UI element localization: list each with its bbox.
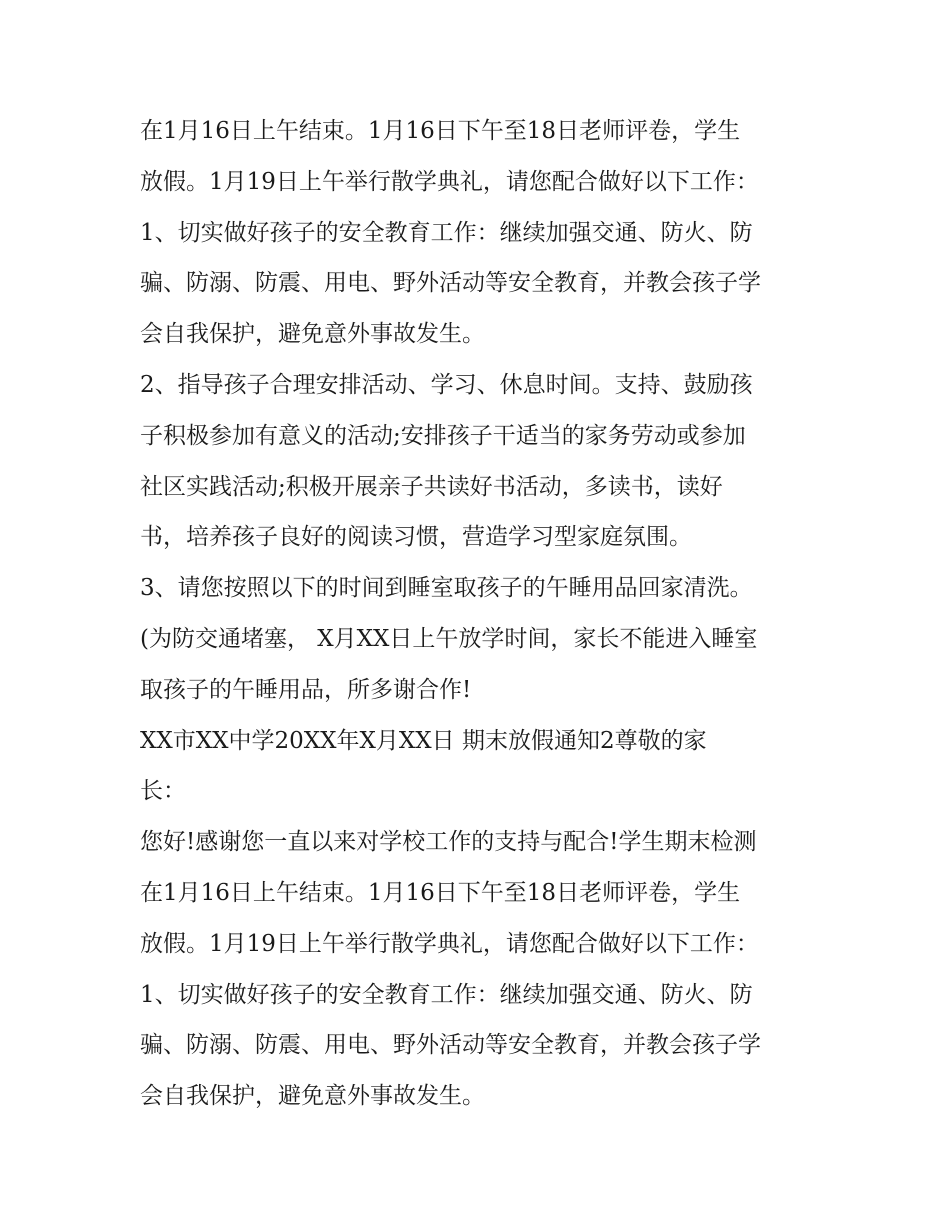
text-line-6: 2、指导孩子合理安排活动、学习、休息时间。支持、鼓励孩: [140, 371, 753, 398]
text-line-2: 放假。1月19日上午举行散学典礼，请您配合做好以下工作：: [140, 168, 759, 195]
text-line-8: 社区实践活动;积极开展亲子共读好书活动，多读书，读好: [140, 473, 723, 500]
text-line-11: (为防交通堵塞， X月XX日上午放学时间，家长不能进入睡室: [140, 625, 758, 652]
text-line-16: 在1月16日上午结束。1月16日下午至18日老师评卷，学生: [140, 879, 741, 906]
text-line-5: 会自我保护，避免意外事故发生。: [140, 321, 485, 348]
text-line-10: 3、请您按照以下的时间到睡室取孩子的午睡用品回家清洗。: [140, 575, 753, 602]
text-line-7: 子积极参加有意义的活动;安排孩子干适当的家务劳动或参加: [140, 422, 746, 449]
text-line-9: 书，培养孩子良好的阅读习惯，营造学习型家庭氛围。: [140, 524, 692, 551]
text-line-18: 1、切实做好孩子的安全教育工作：继续加强交通、防火、防: [140, 981, 753, 1008]
text-line-3: 1、切实做好孩子的安全教育工作：继续加强交通、防火、防: [140, 219, 753, 246]
text-line-15: 您好!感谢您一直以来对学校工作的支持与配合!学生期末检测: [140, 829, 757, 856]
text-line-1: 在1月16日上午结束。1月16日下午至18日老师评卷，学生: [140, 118, 741, 144]
text-line-19: 骗、防溺、防震、用电、野外活动等安全教育，并教会孩子学: [140, 1032, 761, 1059]
text-line-20: 会自我保护，避免意外事故发生。: [140, 1083, 485, 1110]
text-line-12: 取孩子的午睡用品，所多谢合作!: [140, 676, 472, 703]
text-line-13: XX市XX中学20XX年X月XX日 期末放假通知2尊敬的家: [140, 727, 707, 754]
text-line-14: 长：: [140, 778, 186, 805]
text-line-17: 放假。1月19日上午举行散学典礼，请您配合做好以下工作：: [140, 930, 759, 957]
text-line-4: 骗、防溺、防震、用电、野外活动等安全教育，并教会孩子学: [140, 270, 761, 297]
notice-body: [140, 106, 830, 1122]
